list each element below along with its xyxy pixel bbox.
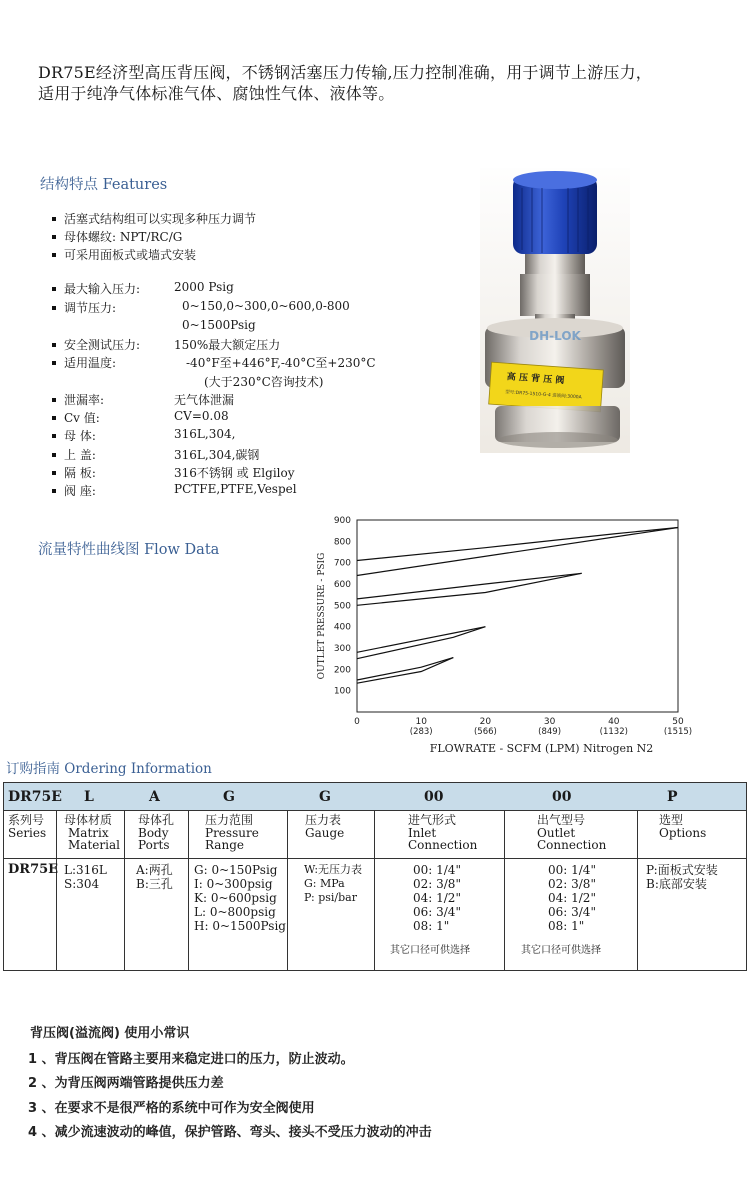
header-gauge: 压力表 Gauge — [305, 813, 345, 840]
feature-value: CV=0.08 — [174, 409, 229, 423]
x-tick-label: 10 — [415, 717, 427, 727]
feature-label: 母 体: — [64, 429, 96, 443]
y-tick-label: 100 — [333, 686, 351, 697]
feature-label: 适用温度: — [64, 356, 117, 370]
bullet-icon — [52, 253, 56, 257]
tip-item: 1 、背压阀在管路主要用来稳定进口的压力，防止波动。 — [28, 1052, 354, 1067]
ordering-title: 订购指南 Ordering Information — [6, 761, 212, 777]
feature-label: 母体螺纹: NPT/RC/G — [64, 230, 183, 244]
y-tick-label: 400 — [333, 622, 351, 633]
feature-item — [52, 482, 297, 499]
bullet-icon — [52, 217, 56, 221]
feature-item — [52, 354, 376, 371]
header-material: 母体材质 Matrix Material — [64, 813, 120, 852]
ports-values: A:两孔 B:三孔 — [136, 863, 173, 891]
ordering-table — [3, 782, 747, 971]
svg-text:高 压 背 压 阀: 高 压 背 压 阀 — [506, 372, 565, 387]
intro-line-1: DR75E经济型高压背压阀，不锈钢活塞压力传输,压力控制准确，用于调节上游压力， — [38, 63, 653, 82]
bullet-icon — [52, 306, 56, 310]
y-tick-label: 800 — [333, 537, 351, 548]
flow-data-title: 流量特性曲线图 Flow Data — [38, 542, 220, 558]
bullet-icon — [52, 361, 56, 365]
feature-item — [52, 464, 295, 481]
ordering-code-row — [4, 783, 746, 811]
feature-value: 无气体泄漏 — [174, 393, 235, 407]
feature-item — [52, 246, 196, 263]
feature-label: 隔 板: — [64, 466, 96, 480]
feature-item — [52, 409, 229, 426]
tip-item: 4 、减少流速波动的峰值，保护管路、弯头、接头不受压力波动的冲击 — [28, 1125, 432, 1140]
flow-curve — [357, 528, 678, 576]
x-tick-sublabel: (566) — [473, 727, 497, 737]
flow-curve — [357, 573, 582, 605]
x-tick-sublabel: (1515) — [663, 727, 693, 737]
feature-value: 0~150,0~300,0~600,0-800 — [182, 299, 350, 313]
feature-value: (大于230°C咨询技术) — [204, 375, 324, 389]
bullet-icon — [52, 235, 56, 239]
code-pressure: G — [223, 789, 235, 805]
feature-item — [52, 446, 260, 463]
flow-curve — [357, 627, 485, 659]
x-tick-label: 30 — [543, 717, 556, 727]
flow-curve — [357, 573, 582, 599]
bullet-icon — [52, 343, 56, 347]
tip-item: 2 、为背压阀两端管路提供压力差 — [28, 1076, 224, 1091]
plot-frame — [357, 520, 678, 712]
outlet-values: 00: 1/4" 02: 3/8" 04: 1/2" 06: 3/4" 08: 1" — [548, 863, 596, 933]
feature-value: -40°F至+446°F,-40°C至+230°C — [186, 356, 376, 370]
feature-value: PCTFE,PTFE,Vespel — [174, 482, 297, 496]
code-options: P — [667, 789, 678, 805]
feature-item — [52, 391, 235, 408]
header-inlet: 进气形式 Inlet Connection — [408, 813, 478, 852]
y-tick-label: 200 — [333, 665, 351, 676]
product-photo — [480, 168, 630, 458]
options-values: P:面板式安装 B:底部安装 — [646, 863, 718, 891]
x-tick-sublabel: (283) — [409, 727, 433, 737]
feature-value: 316不锈钢 或 Elgiloy — [174, 466, 295, 480]
flow-curve — [357, 627, 485, 653]
features-title: 结构特点 Features — [40, 177, 168, 193]
feature-label: Cv 值: — [64, 411, 100, 425]
bullet-icon — [52, 471, 56, 475]
material-values: L:316L S:304 — [64, 863, 107, 891]
bullet-icon — [52, 287, 56, 291]
y-tick-label: 300 — [333, 644, 351, 654]
header-outlet: 出气型号 Outlet Connection — [537, 813, 607, 852]
feature-item — [52, 280, 234, 297]
feature-label: 调节压力: — [64, 301, 117, 315]
series-value: DR75E — [8, 862, 59, 877]
feature-label: 阀 座: — [64, 484, 96, 498]
svg-text:型号:DR75-1510-G-4 进液阀:3000A: 型号:DR75-1510-G-4 进液阀:3000A — [505, 390, 582, 401]
x-tick-label: 50 — [672, 717, 684, 727]
feature-item — [52, 299, 350, 316]
feature-value: 0~1500Psig — [182, 318, 256, 332]
code-series: DR75E — [8, 789, 62, 805]
feature-item — [52, 427, 236, 444]
gauge-values: W:无压力表 G: MPa P: psi/bar — [304, 863, 363, 904]
x-tick-sublabel: (849) — [538, 727, 562, 737]
feature-value: 2000 Psig — [174, 280, 234, 294]
y-tick-label: 900 — [333, 516, 351, 526]
intro-line-2: 适用于纯净气体标准气体、腐蚀性气体、液体等。 — [38, 84, 395, 103]
feature-item — [52, 228, 182, 245]
y-axis-label: OUTLET PRESSURE - PSIG — [317, 552, 327, 680]
x-tick-label: 40 — [608, 717, 620, 727]
x-axis-label: FLOWRATE - SCFM (LPM) Nitrogen N2 — [429, 742, 654, 755]
brand-watermark: DH-LOK — [529, 329, 581, 343]
product-label — [489, 362, 604, 412]
bullet-icon — [52, 398, 56, 402]
feature-item — [52, 336, 281, 353]
feature-value: 150%最大额定压力 — [174, 338, 281, 352]
bullet-icon — [52, 416, 56, 420]
flow-chart — [300, 510, 720, 760]
flow-curve — [357, 658, 453, 680]
tip-item: 3 、在要求不是很严格的系统中可作为安全阀使用 — [28, 1101, 315, 1116]
code-material: L — [84, 789, 94, 805]
intro-paragraph — [38, 62, 750, 104]
feature-value: 316L,304, — [174, 427, 236, 441]
outlet-note: 其它口径可供选择 — [521, 945, 601, 956]
code-ports: A — [149, 789, 160, 805]
header-series: 系列号 Series — [8, 813, 47, 840]
header-pressure: 压力范围 Pressure Range — [205, 813, 259, 852]
feature-label: 安全测试压力: — [64, 338, 141, 352]
feature-label: 最大输入压力: — [64, 282, 141, 296]
code-inlet: 00 — [424, 789, 444, 805]
inlet-note: 其它口径可供选择 — [390, 945, 470, 956]
bullet-icon — [52, 434, 56, 438]
y-tick-label: 500 — [333, 601, 351, 612]
bullet-icon — [52, 489, 56, 493]
pressure-values: G: 0~150Psig I: 0~300psig K: 0~600psig L: 0~800psig H: 0~1500Psig — [194, 863, 286, 933]
feature-label: 可采用面板式或墙式安装 — [64, 248, 197, 262]
bullet-icon — [52, 453, 56, 457]
feature-item — [52, 210, 256, 227]
inlet-values: 00: 1/4" 02: 3/8" 04: 1/2" 06: 3/4" 08: 1" — [413, 863, 461, 933]
y-tick-label: 600 — [333, 580, 351, 590]
header-options: 选型 Options — [659, 813, 707, 840]
feature-label: 泄漏率: — [64, 393, 105, 407]
y-tick-label: 700 — [333, 558, 351, 569]
x-tick-sublabel: (1132) — [599, 727, 628, 737]
header-ports: 母体孔 Body Ports — [138, 813, 175, 852]
feature-value: 316L,304,碳钢 — [174, 448, 260, 462]
tips-title: 背压阀(溢流阀) 使用小常识 — [30, 1026, 190, 1041]
x-tick-label: 20 — [479, 717, 492, 727]
feature-label: 活塞式结构组可以实现多种压力调节 — [64, 212, 257, 226]
feature-label: 上 盖: — [64, 448, 96, 462]
code-gauge: G — [319, 789, 331, 805]
flow-curve — [357, 528, 678, 561]
x-tick-label: 0 — [354, 717, 360, 727]
code-outlet: 00 — [552, 789, 572, 805]
